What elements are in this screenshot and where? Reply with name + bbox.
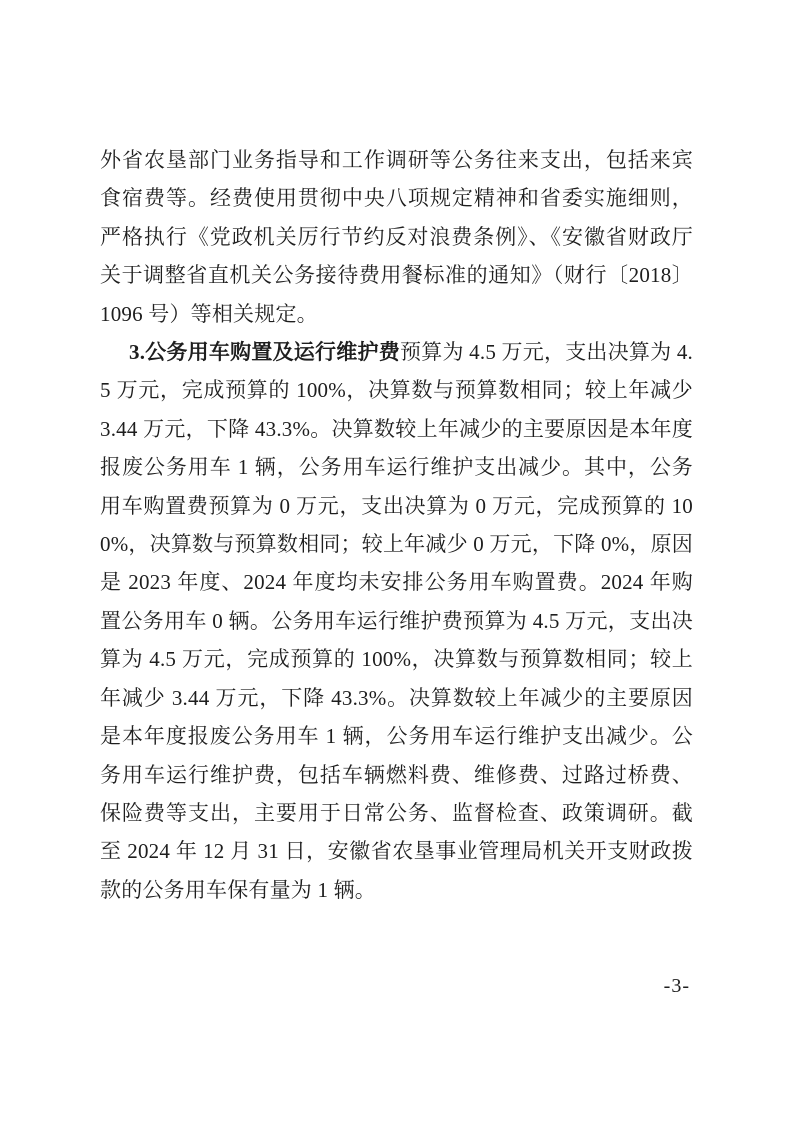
section-3-text: 预算为 4.5 万元，支出决算为 4.5 万元，完成预算的 100%，决算数与预算数相同；较上年减少 3.44 万元，下降 43.3%。决算数较上年减少的主要原因是本年度报废公务用车 1 辆，公务用车运行维护支出减少。其中，公务用车购置费预算为 0 万元，支出决算为 0 万元，完成预算的 100%，决算数与预算数相同；较上年减少 0 万元，下降 0%，原因是 2023 年度、2024 年度均未安排公务用车购置费。2024 年购置公务用车 0 辆。公务用车运行维护费预算为 4.5 万元，支出决算为 4.5 万元，完成预算的 100%，决算数与预算数相同；较上年减少 3.44 万元，下降 43.3%。决算数较上年减少的主要原因是本年度报废公务用车 1 辆，公务用车运行维护支出减少。公务用车运行维护费，包括车辆燃料费、维修费、过路过桥费、保险费等支出，主要用于日常公务、监督检查、政策调研。截至 2024 年 12 月 31 日，安徽省农垦事业管理局机关开支财政拨款的公务用车保有量为 1 辆。 [100,340,693,902]
paragraph-continuation: 外省农垦部门业务指导和工作调研等公务往来支出，包括来宾食宿费等。经费使用贯彻中央八项规定精神和省委实施细则，严格执行《党政机关厉行节约反对浪费条例》、《安徽省财政厅关于调整省直机关公务接待费用餐标准的通知》（财行〔2018〕1096 号）等相关规定。 [100,148,693,326]
page-number: -3- [663,975,690,997]
section-3-heading: 3.公务用车购置及运行维护费 [129,340,400,365]
paragraph-section-3 [100,333,693,909]
document-body [100,141,693,909]
